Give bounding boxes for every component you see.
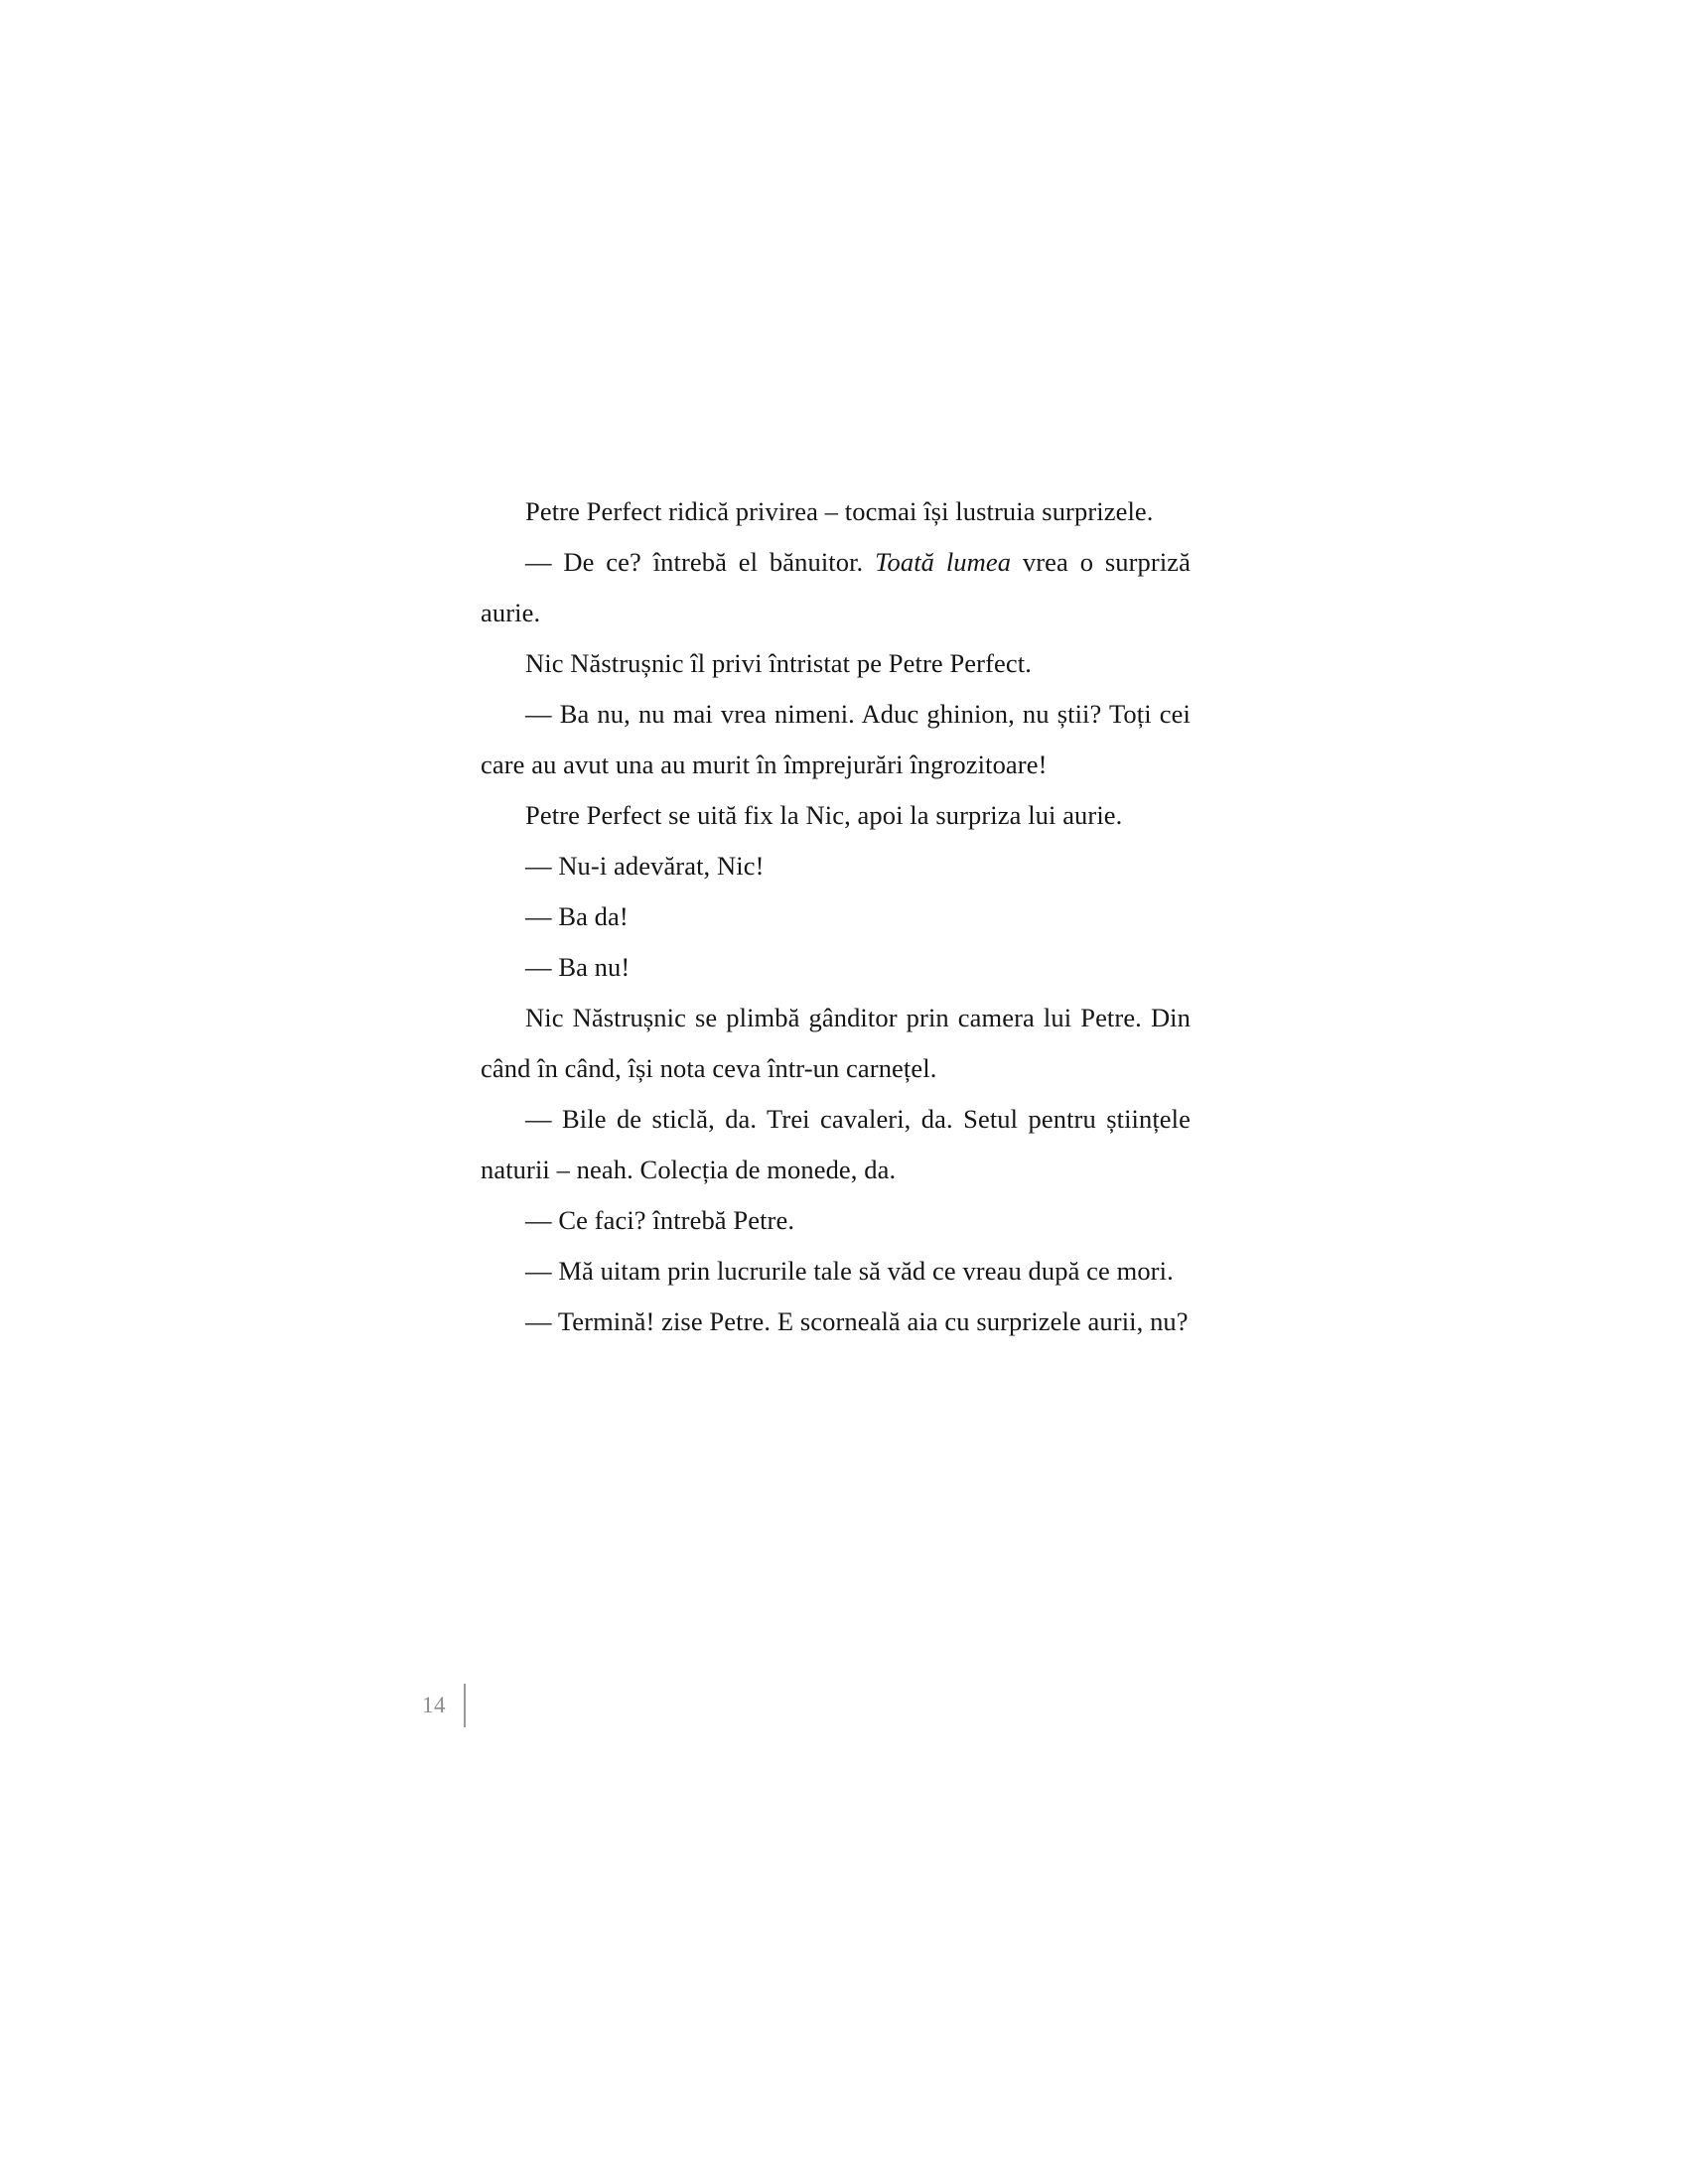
page-number: 14 [422,1693,446,1717]
paragraph: — Ce faci? întrebă Petre. [525,1205,795,1235]
paragraph: — Mă uitam prin lucrurile tale să văd ce vreau după ce mori. [525,1256,1174,1286]
paragraph: — Termină! zise Petre. E scorneală aia cu surprizele aurii, nu? [525,1306,1189,1336]
paragraph: — Bile de sticlă, da. Trei cavaleri, da. Setul pentru științele naturii – neah. Colecția de monede, da. [481,1104,1191,1184]
paragraph: Petre Perfect se uită fix la Nic, apoi la surpriza lui aurie. [525,800,1123,830]
paragraph: — Nu-i adevărat, Nic! [525,851,765,881]
paragraph: Petre Perfect ridică privirea – tocmai își lustruia surprizele. [525,496,1154,526]
paragraph: Nic Năstrușnic îl privi întristat pe Petre Perfect. [525,648,1032,678]
emphasis-text: Toată lumea [875,547,1012,577]
paragraph: — Ba nu! [525,952,631,982]
paragraph: — Ba da! [525,901,629,931]
folio-rule-divider [464,1684,466,1727]
paragraph: Nic Năstrușnic se plimbă gânditor prin camera lui Petre. Din când în când, își nota ceva într-un carnețel. [481,1003,1191,1083]
body-text [481,486,1191,1347]
page-folio [422,1683,466,1728]
paragraph: — De ce? întrebă el bănuitor. Toată lumea vrea o surpriză aurie. [481,547,1192,627]
paragraph: — Ba nu, nu mai vrea nimeni. Aduc ghinion, nu știi? Toți cei care au avut una au murit în împrejurări îngrozitoare! [481,699,1191,779]
